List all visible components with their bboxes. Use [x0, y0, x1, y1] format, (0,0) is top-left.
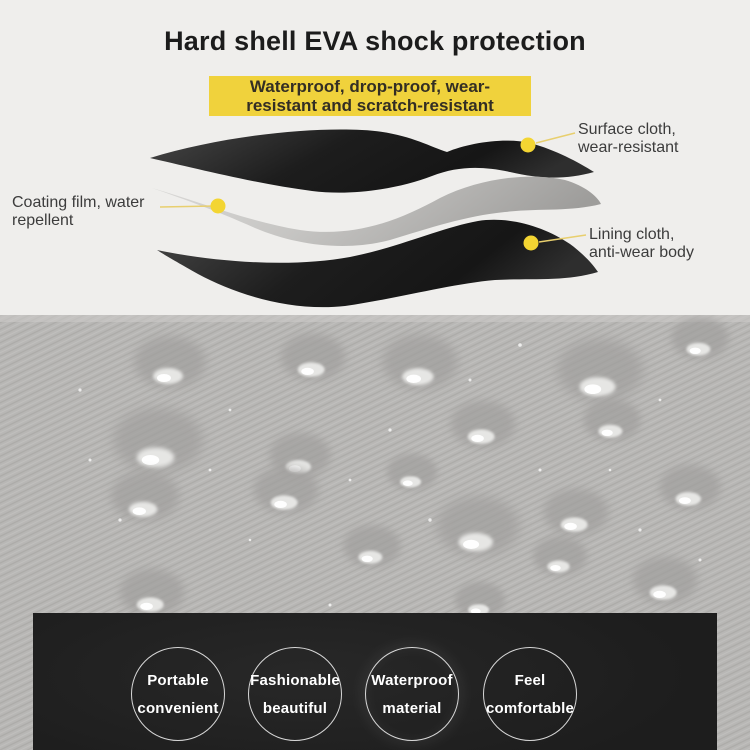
lining-label-line-1: Lining cloth,: [589, 226, 675, 243]
coating-callout-line: [160, 206, 214, 207]
feature-comfortable-line-2: comfortable: [485, 699, 575, 717]
feature-portable-line-2: convenient: [137, 699, 219, 717]
lining-label-line-2: anti-wear body: [589, 244, 694, 261]
coating-label-line-2: repellent: [12, 212, 74, 229]
feature-comfortable-line-1: Feel: [514, 671, 546, 689]
feature-circle-fashionable: [248, 647, 342, 741]
surface-callout-dot: [521, 138, 536, 153]
coating-film-label: [12, 194, 145, 230]
feature-fashionable-line-1: Fashionable: [250, 671, 340, 689]
surface-label-line-1: Surface cloth,: [578, 121, 676, 138]
lining-cloth-label: [589, 226, 694, 262]
fabric-layers-diagram: [0, 0, 750, 315]
feature-waterproof-line-1: Waterproof: [371, 671, 453, 689]
coating-callout-dot: [211, 199, 226, 214]
highlight-line-1: Waterproof, drop-proof, wear-: [249, 77, 491, 96]
feature-circle-portable: [131, 647, 225, 741]
feature-portable-line-1: Portable: [147, 671, 209, 689]
lining-callout-dot: [524, 236, 539, 251]
coating-label-line-1: Coating film, water: [12, 194, 145, 211]
highlight-line-2: resistant and scratch-resistant: [246, 96, 494, 115]
surface-label-line-2: wear-resistant: [578, 139, 679, 156]
feature-circle-comfortable: [483, 647, 577, 741]
fabric-top-edge: [0, 315, 750, 322]
surface-cloth-label: [578, 121, 678, 157]
page-title: Hard shell EVA shock protection: [164, 26, 586, 56]
surface-callout-line: [536, 133, 575, 143]
feature-panel: [33, 613, 717, 750]
shock-protection-section: [0, 0, 750, 315]
feature-circle-waterproof: [365, 647, 459, 741]
feature-waterproof-line-2: material: [382, 699, 442, 717]
feature-fashionable-line-2: beautiful: [262, 699, 328, 717]
